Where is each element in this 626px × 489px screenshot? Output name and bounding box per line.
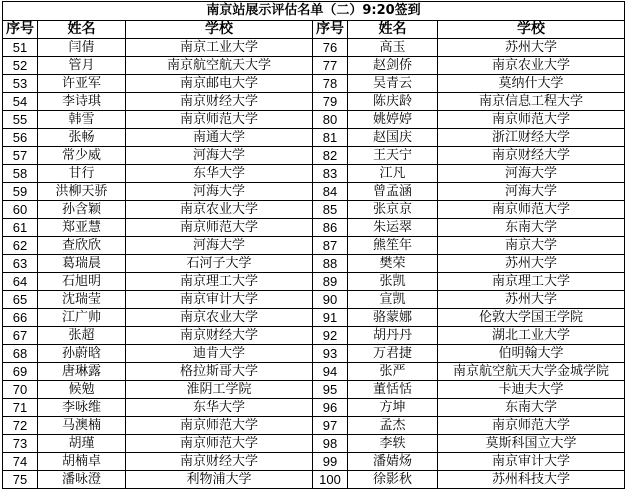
- index-cell: 57: [3, 147, 38, 165]
- table-row: [3, 237, 625, 255]
- school-cell: 南京审计大学: [126, 291, 313, 309]
- school-cell: 伯明翰大学: [438, 345, 625, 363]
- school-cell: 格拉斯哥大学: [126, 363, 313, 381]
- name-cell: 赵国庆: [348, 129, 438, 147]
- table-row: [3, 345, 625, 363]
- index-cell: 85: [313, 201, 348, 219]
- name-cell: 李诗琪: [38, 93, 126, 111]
- school-cell: 南京航空航天大学: [126, 57, 313, 75]
- school-cell: 苏州大学: [438, 39, 625, 57]
- header-row: [3, 21, 625, 39]
- index-cell: 83: [313, 165, 348, 183]
- name-cell: 查欣欣: [38, 237, 126, 255]
- name-cell: 郑亚慧: [38, 219, 126, 237]
- table-row: [3, 75, 625, 93]
- table-row: [3, 39, 625, 57]
- index-cell: 93: [313, 345, 348, 363]
- school-cell: 南京邮电大学: [126, 75, 313, 93]
- table-row: [3, 399, 625, 417]
- name-cell: 孟杰: [348, 417, 438, 435]
- school-cell: 南京财经大学: [126, 453, 313, 471]
- name-cell: 孙蔚晗: [38, 345, 126, 363]
- name-cell: 曾孟涵: [348, 183, 438, 201]
- roster-body: [3, 39, 625, 489]
- name-cell: 葛瑞晨: [38, 255, 126, 273]
- index-cell: 100: [313, 471, 348, 489]
- school-cell: 南京理工大学: [126, 273, 313, 291]
- school-cell: 湖北工业大学: [438, 327, 625, 345]
- name-cell: 高玉: [348, 39, 438, 57]
- table-row: [3, 111, 625, 129]
- index-cell: 91: [313, 309, 348, 327]
- name-cell: 宣凯: [348, 291, 438, 309]
- header-school-left: 学校: [126, 21, 313, 39]
- name-cell: 胡丹丹: [348, 327, 438, 345]
- index-cell: 79: [313, 93, 348, 111]
- name-cell: 石旭明: [38, 273, 126, 291]
- name-cell: 沈瑞莹: [38, 291, 126, 309]
- name-cell: 胡楠卓: [38, 453, 126, 471]
- name-cell: 万君捷: [348, 345, 438, 363]
- index-cell: 95: [313, 381, 348, 399]
- index-cell: 92: [313, 327, 348, 345]
- index-cell: 97: [313, 417, 348, 435]
- school-cell: 河海大学: [438, 183, 625, 201]
- name-cell: 张严: [348, 363, 438, 381]
- name-cell: 潘婧炀: [348, 453, 438, 471]
- index-cell: 87: [313, 237, 348, 255]
- index-cell: 51: [3, 39, 38, 57]
- index-cell: 82: [313, 147, 348, 165]
- index-cell: 71: [3, 399, 38, 417]
- index-cell: 64: [3, 273, 38, 291]
- index-cell: 70: [3, 381, 38, 399]
- school-cell: 南京大学: [438, 237, 625, 255]
- school-cell: 浙江财经大学: [438, 129, 625, 147]
- index-cell: 78: [313, 75, 348, 93]
- table-row: [3, 165, 625, 183]
- table-row: [3, 435, 625, 453]
- school-cell: 东南大学: [438, 219, 625, 237]
- name-cell: 洪柳天骄: [38, 183, 126, 201]
- school-cell: 利物浦大学: [126, 471, 313, 489]
- table-row: [3, 201, 625, 219]
- index-cell: 69: [3, 363, 38, 381]
- name-cell: 常少威: [38, 147, 126, 165]
- school-cell: 河海大学: [438, 165, 625, 183]
- table-row: [3, 291, 625, 309]
- index-cell: 84: [313, 183, 348, 201]
- school-cell: 南京师范大学: [438, 111, 625, 129]
- header-school-right: 学校: [438, 21, 625, 39]
- name-cell: 朱运翠: [348, 219, 438, 237]
- table-row: [3, 273, 625, 291]
- name-cell: 李咏维: [38, 399, 126, 417]
- index-cell: 86: [313, 219, 348, 237]
- index-cell: 98: [313, 435, 348, 453]
- table-row: [3, 129, 625, 147]
- school-cell: 伦敦大学国王学院: [438, 309, 625, 327]
- school-cell: 东华大学: [126, 165, 313, 183]
- name-cell: 张京京: [348, 201, 438, 219]
- name-cell: 马澳楠: [38, 417, 126, 435]
- school-cell: 南京师范大学: [126, 435, 313, 453]
- index-cell: 81: [313, 129, 348, 147]
- index-cell: 74: [3, 453, 38, 471]
- table-row: [3, 309, 625, 327]
- table-row: [3, 471, 625, 489]
- name-cell: 管月: [38, 57, 126, 75]
- name-cell: 候勉: [38, 381, 126, 399]
- school-cell: 南京农业大学: [126, 201, 313, 219]
- school-cell: 南通大学: [126, 129, 313, 147]
- index-cell: 80: [313, 111, 348, 129]
- index-cell: 63: [3, 255, 38, 273]
- index-cell: 89: [313, 273, 348, 291]
- header-index-right: 序号: [313, 21, 348, 39]
- school-cell: 苏州科技大学: [438, 471, 625, 489]
- name-cell: 董恬恬: [348, 381, 438, 399]
- header-name-left: 姓名: [38, 21, 126, 39]
- school-cell: 南京财经大学: [126, 327, 313, 345]
- table-row: [3, 255, 625, 273]
- school-cell: 南京工业大学: [126, 39, 313, 57]
- school-cell: 南京农业大学: [126, 309, 313, 327]
- sheet-title: 南京站展示评估名单（二）9:20签到: [3, 2, 625, 21]
- table-row: [3, 381, 625, 399]
- school-cell: 东南大学: [438, 399, 625, 417]
- school-cell: 南京财经大学: [126, 93, 313, 111]
- school-cell: 南京师范大学: [438, 417, 625, 435]
- title-row: [3, 2, 625, 21]
- name-cell: 张超: [38, 327, 126, 345]
- table-row: [3, 219, 625, 237]
- name-cell: 许亚军: [38, 75, 126, 93]
- name-cell: 潘咏澄: [38, 471, 126, 489]
- table-row: [3, 363, 625, 381]
- index-cell: 73: [3, 435, 38, 453]
- name-cell: 姚婷婷: [348, 111, 438, 129]
- index-cell: 72: [3, 417, 38, 435]
- school-cell: 苏州大学: [438, 291, 625, 309]
- school-cell: 卡迪夫大学: [438, 381, 625, 399]
- school-cell: 南京财经大学: [438, 147, 625, 165]
- index-cell: 59: [3, 183, 38, 201]
- name-cell: 胡瑾: [38, 435, 126, 453]
- index-cell: 76: [313, 39, 348, 57]
- index-cell: 99: [313, 453, 348, 471]
- index-cell: 77: [313, 57, 348, 75]
- table-row: [3, 147, 625, 165]
- school-cell: 河海大学: [126, 147, 313, 165]
- index-cell: 94: [313, 363, 348, 381]
- school-cell: 东华大学: [126, 399, 313, 417]
- school-cell: 迪肯大学: [126, 345, 313, 363]
- school-cell: 南京师范大学: [126, 219, 313, 237]
- name-cell: 熊笙年: [348, 237, 438, 255]
- table-row: [3, 417, 625, 435]
- school-cell: 南京师范大学: [126, 111, 313, 129]
- school-cell: 苏州大学: [438, 255, 625, 273]
- index-cell: 90: [313, 291, 348, 309]
- school-cell: 莫斯科国立大学: [438, 435, 625, 453]
- name-cell: 王天宁: [348, 147, 438, 165]
- index-cell: 58: [3, 165, 38, 183]
- school-cell: 南京师范大学: [126, 417, 313, 435]
- name-cell: 吴青云: [348, 75, 438, 93]
- school-cell: 石河子大学: [126, 255, 313, 273]
- name-cell: 孙含颖: [38, 201, 126, 219]
- school-cell: 南京师范大学: [438, 201, 625, 219]
- index-cell: 75: [3, 471, 38, 489]
- name-cell: 张凯: [348, 273, 438, 291]
- school-cell: 淮阴工学院: [126, 381, 313, 399]
- name-cell: 闫倩: [38, 39, 126, 57]
- index-cell: 67: [3, 327, 38, 345]
- school-cell: 南京理工大学: [438, 273, 625, 291]
- name-cell: 方坤: [348, 399, 438, 417]
- name-cell: 张畅: [38, 129, 126, 147]
- index-cell: 60: [3, 201, 38, 219]
- index-cell: 62: [3, 237, 38, 255]
- header-index-left: 序号: [3, 21, 38, 39]
- school-cell: 河海大学: [126, 237, 313, 255]
- name-cell: 徐影秋: [348, 471, 438, 489]
- name-cell: 江凡: [348, 165, 438, 183]
- table-row: [3, 327, 625, 345]
- name-cell: 唐琳露: [38, 363, 126, 381]
- index-cell: 65: [3, 291, 38, 309]
- table-row: [3, 93, 625, 111]
- name-cell: 赵剑侨: [348, 57, 438, 75]
- index-cell: 88: [313, 255, 348, 273]
- school-cell: 河海大学: [126, 183, 313, 201]
- index-cell: 96: [313, 399, 348, 417]
- header-name-right: 姓名: [348, 21, 438, 39]
- index-cell: 54: [3, 93, 38, 111]
- table-row: [3, 57, 625, 75]
- name-cell: 江广帅: [38, 309, 126, 327]
- index-cell: 61: [3, 219, 38, 237]
- name-cell: 樊荣: [348, 255, 438, 273]
- index-cell: 53: [3, 75, 38, 93]
- roster-table: [2, 1, 625, 489]
- name-cell: 韩雪: [38, 111, 126, 129]
- school-cell: 南京审计大学: [438, 453, 625, 471]
- table-row: [3, 453, 625, 471]
- table-row: [3, 183, 625, 201]
- school-cell: 南京农业大学: [438, 57, 625, 75]
- name-cell: 陈庆龄: [348, 93, 438, 111]
- index-cell: 68: [3, 345, 38, 363]
- name-cell: 李轶: [348, 435, 438, 453]
- school-cell: 莫纳什大学: [438, 75, 625, 93]
- index-cell: 56: [3, 129, 38, 147]
- school-cell: 南京航空航天大学金城学院: [438, 363, 625, 381]
- school-cell: 南京信息工程大学: [438, 93, 625, 111]
- index-cell: 52: [3, 57, 38, 75]
- index-cell: 66: [3, 309, 38, 327]
- name-cell: 骆蒙娜: [348, 309, 438, 327]
- name-cell: 甘行: [38, 165, 126, 183]
- index-cell: 55: [3, 111, 38, 129]
